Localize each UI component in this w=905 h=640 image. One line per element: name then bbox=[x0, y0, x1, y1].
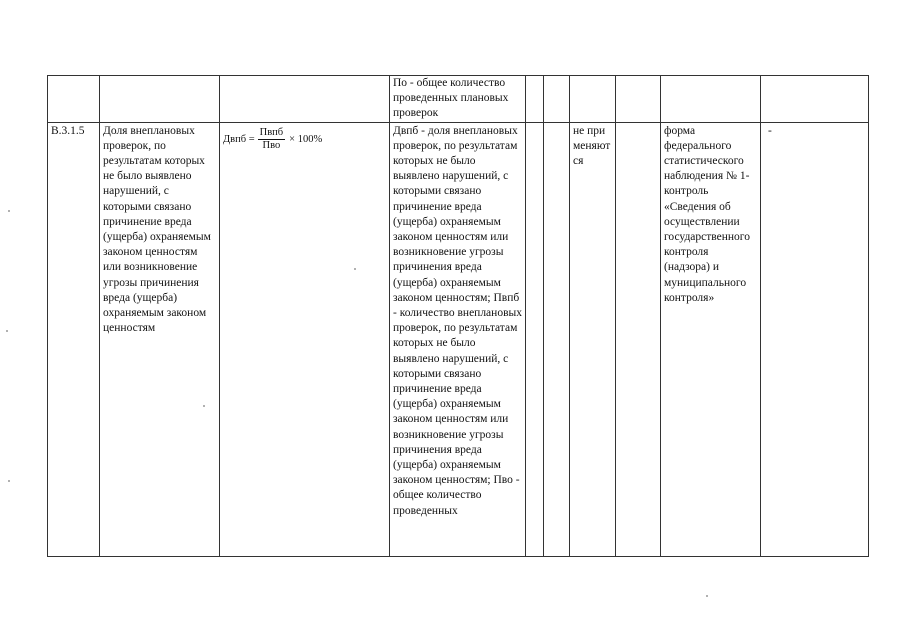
scan-speck bbox=[8, 480, 10, 482]
cell-name bbox=[100, 76, 220, 123]
indicator-code: В.3.1.5 bbox=[51, 124, 85, 137]
indicator-table-container bbox=[47, 75, 868, 557]
indicator-name: Доля внеплановых проверок, по результатам которых не было выявлено нарушений, с которыми связано причинение вреда (ущерба) охраняемым законом ценностям или возникновение угрозы причинения вреда (ущерба) охраняемым законом ценностям bbox=[103, 124, 211, 335]
cell-formula bbox=[220, 122, 390, 556]
scan-speck bbox=[6, 330, 8, 332]
cell-applicability bbox=[570, 76, 616, 123]
scan-speck bbox=[203, 405, 205, 407]
indicator-formula bbox=[223, 127, 386, 152]
scan-speck bbox=[354, 268, 356, 270]
table-row bbox=[48, 76, 869, 123]
cell-empty bbox=[544, 122, 570, 556]
table-row bbox=[48, 122, 869, 556]
formula-numerator: Пвпб bbox=[259, 126, 284, 138]
note-text: - bbox=[768, 124, 772, 137]
cell-code bbox=[48, 122, 100, 556]
cell-empty bbox=[526, 76, 544, 123]
cell-applicability bbox=[570, 122, 616, 556]
cell-source bbox=[661, 122, 761, 556]
indicator-table bbox=[47, 75, 869, 557]
cell-empty bbox=[616, 76, 661, 123]
cell-empty bbox=[616, 122, 661, 556]
formula-suffix: × 100% bbox=[289, 133, 323, 145]
cell-formula bbox=[220, 76, 390, 123]
formula-lhs: Двпб = bbox=[223, 133, 255, 145]
applicability-text: не применяются bbox=[573, 124, 611, 168]
cell-code bbox=[48, 76, 100, 123]
cell-note bbox=[761, 122, 869, 556]
source-text: форма федерального статистического наблюдения № 1-контроль «Сведения об осуществлении государственного контроля (надзора) и муниципального контроля» bbox=[664, 124, 750, 304]
formula-denominator: Пво bbox=[262, 139, 281, 151]
scan-speck bbox=[706, 595, 708, 597]
cell-description bbox=[390, 122, 526, 556]
description-text: Двпб - доля внеплановых проверок, по результатам которых не было выявлено нарушений, с которыми связано причинение вреда (ущерба) охраняемым законом ценностям или возникновение угрозы причинения вреда (ущерба) охраняемым законом ценностям; Пвпб - количество внеплановых проверок, по результатам которых не было выявлено нарушений, с которыми связано причинение вреда (ущерба) охраняемым законом ценностям или возникновение угрозы причинения вреда (ущерба) охраняемым законом ценностям; Пво - общее количество проведенных bbox=[393, 124, 522, 517]
cell-source bbox=[661, 76, 761, 123]
cell-note bbox=[761, 76, 869, 123]
cell-empty bbox=[526, 122, 544, 556]
cell-name bbox=[100, 122, 220, 556]
formula-fraction bbox=[258, 127, 286, 152]
cell-description bbox=[390, 76, 526, 123]
scan-speck bbox=[8, 210, 10, 212]
description-text: По - общее количество проведенных плановых проверок bbox=[393, 77, 509, 120]
cell-empty bbox=[544, 76, 570, 123]
